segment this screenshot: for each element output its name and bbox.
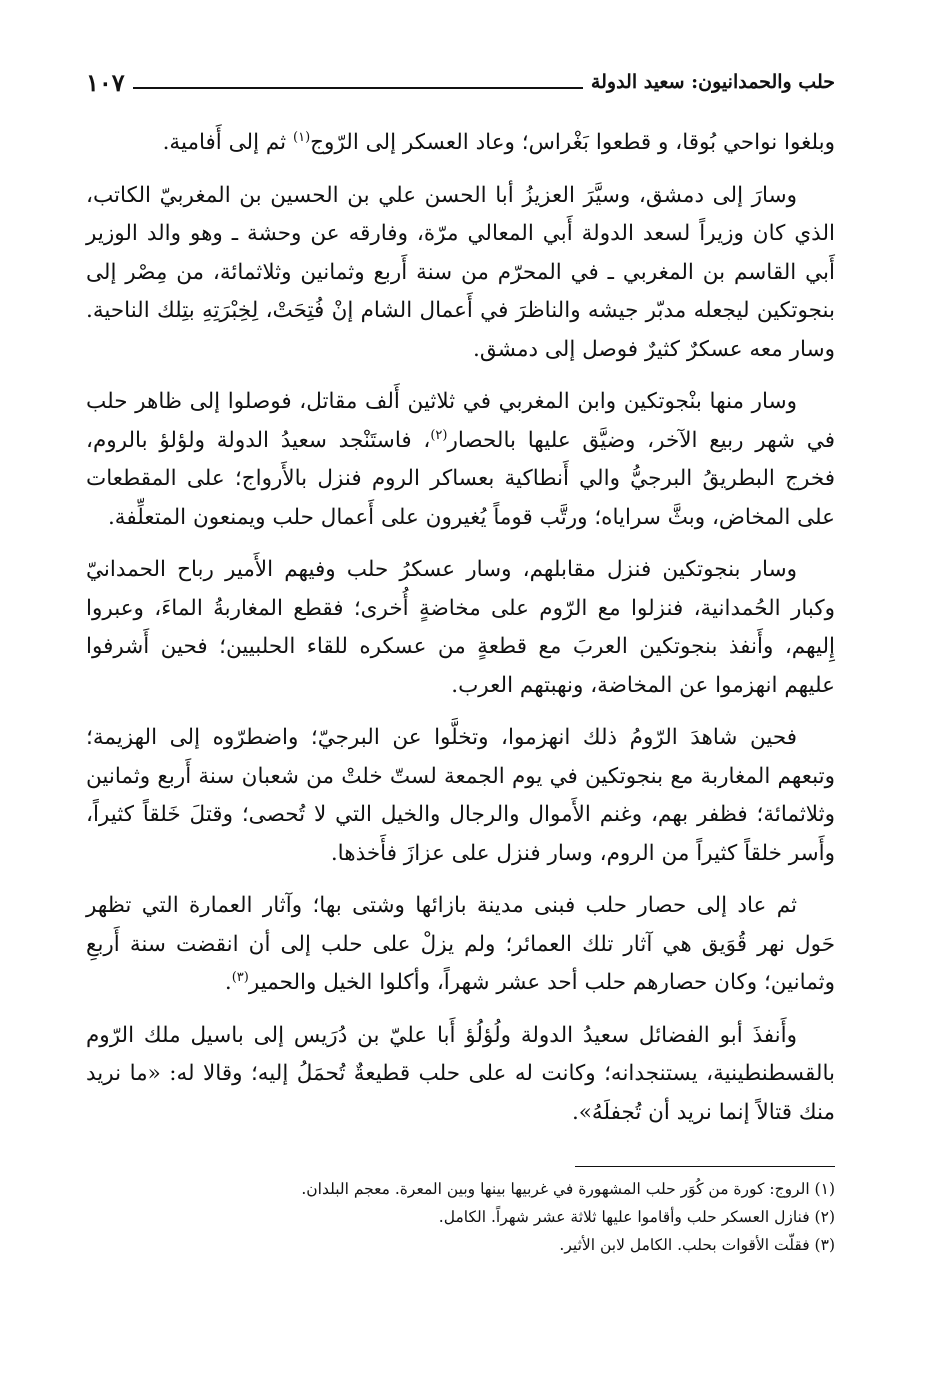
header-rule — [133, 87, 583, 89]
paragraph-3-part-a: وسار منها بنْجوتكين وابن المغربي في ثلاثين أَلف مقاتل، فوصلوا إلى ظاهر حلب في شهر ربيع الآخر، وضيَّق عليها بالحصار — [86, 389, 835, 453]
footnote-ref-2: (٢) — [430, 427, 448, 443]
paragraph-1 — [86, 124, 835, 163]
running-header — [86, 62, 835, 102]
paragraph-6-part-a: ثم عاد إلى حصار حلب فبنى مدينة بازائها وشتى بها؛ وآثار العمارة التي تظهر حَول نهر قُوَيق هي آثار تلك العمائر؛ ولم يزلْ على حلب إلى أن انقضت سنة أَربعِ وثمانين؛ وكان حصارهم حلب أحد عشر شهراً، وأكلوا الخيل والحمير — [86, 893, 835, 995]
paragraph-6 — [86, 887, 835, 1003]
paragraph-6-part-b: . — [224, 970, 232, 995]
paragraph-4: وسار بنجوتكين فنزل مقابلهم، وسار عسكرُ حلب وفيهم الأَمير رباح الحمدانيّ وكبار الحُمدانية، فنزلوا مع الرّوم على مخاضةٍ أُخرى؛ فقطع المغاربةُ الماءَ، وعبروا إِليهم، وأَنفذ بنجوتكين العربَ مع قطعةٍ من عسكره للقاء الحلبيين؛ فحين أَشرفوا عليهم انهزموا عن المخاضة، ونهبتهم العرب. — [86, 557, 835, 698]
page-number: ١٠٧ — [86, 67, 125, 97]
paragraph-5: فحين شاهدَ الرّومُ ذلك انهزموا، وتخلَّوا عن البرجيّ؛ واضطرّوه إلى الهزيمة؛ وتبعهم المغاربة مع بنجوتكين في يوم الجمعة لستّ خلتْ من شعبان سنة أَربع وثمانين وثلاثمائة؛ فظفر بهم، وغنم الأَموال والرجال والخيل التي لا تُحصى؛ وقتلَ خَلقاً كثيراً، وأَسر خلقاً كثيراً من الروم، وسار فنزل على عزازَ فأَخذها. — [86, 725, 835, 866]
paragraph-1-part-a: وبلغوا نواحي بُوقا، و قطعوا بَغْراس؛ وعاد العسكر إلى الرّوج — [310, 130, 835, 155]
footnotes — [86, 1177, 835, 1258]
footnote-2: (٢) فنازل العسكر حلب وأقاموا عليها ثلاثة عشر شهراً. الكامل. — [438, 1208, 835, 1226]
running-title: حلب والحمدانيون: سعيد الدولة — [590, 71, 835, 93]
paragraph-2: وسارَ إلى دمشق، وسيَّرَ العزيزُ أبا الحسن علي بن الحسين بن المغربيّ الكاتب، الذي كان وزيراً لسعد الدولة أَبي المعالي مرّة، وفارقه عن وحشة ـ وهو والد الوزير أَبي القاسم بن المغربي ـ في المحرّم من سنة أَربع وثمانين وثلاثمائة، من مِصْر إلى بنجوتكين ليجعله مدبّر جيشه والناظرَ في أَعمال الشام إنْ فُتِحَتْ، لِخِبْرَتِهِ بتِلك الناحية. وسار معه عسكرٌ كثيرٌ فوصل إلى دمشق. — [86, 182, 835, 362]
paragraph-7: وأَنفذَ أبو الفضائل سعيدُ الدولة ولُؤلُؤ أَبا عليّ بن دُرَيس إلى باسيل ملك الرّوم بالقسطنطينية، يستنجدانه؛ وكانت له على حلب قطيعةٌ تُحمَلُ إليه؛ وقالا له: «ما نريد منك قتالاً إنما نريد أن تُجفلَهُ». — [86, 1022, 835, 1125]
footnote-3: (٣) فقلّت الأقوات بحلب. الكامل لابن الأثير. — [559, 1236, 835, 1254]
footnote-rule — [575, 1166, 835, 1167]
footnote-1: (١) الروج: كورة من كُوَر حلب المشهورة في غربيها بينها وبين المعرة. معجم البلدان. — [301, 1180, 835, 1198]
footnote-ref-1: (١) — [293, 129, 311, 145]
paragraph-3-part-b: ، فاستَنْجد سعيدُ الدولة ولؤلؤ بالروم، فخرج البطريقُ البرجيُّ والي أَنطاكية بعساكر الروم فنزل بالأَرواج؛ على المقطعات على المخاض، وبثَّ سراياه؛ ورتَّب قوماً يُغيرون على أَعمال حلب ويمنعون المتعلِّفة. — [86, 427, 835, 530]
paragraph-3 — [86, 383, 835, 537]
footnote-ref-3: (٣) — [231, 969, 249, 985]
paragraph-1-part-b: ثم إلى أَفامية. — [162, 130, 294, 155]
main-text — [86, 124, 835, 1132]
